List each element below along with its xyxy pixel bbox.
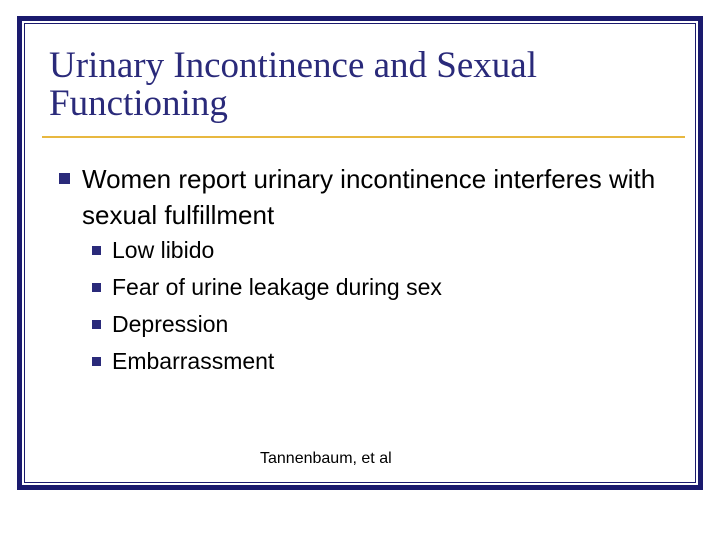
main-bullet-text: Women report urinary incontinence interferes with sexual fulfillment (82, 164, 656, 230)
slide-frame (17, 16, 703, 490)
sub-bullet-item (92, 233, 612, 270)
main-bullet-item (59, 161, 659, 233)
sub-bullet-item (92, 307, 612, 344)
square-bullet-icon (92, 357, 101, 366)
square-bullet-icon (92, 246, 101, 255)
sub-bullet-text: Depression (112, 311, 229, 337)
sub-bullet-text: Embarrassment (112, 348, 275, 374)
sub-bullet-list (92, 233, 612, 381)
square-bullet-icon (92, 283, 101, 292)
sub-bullet-text: Low libido (112, 237, 215, 263)
sub-bullet-item (92, 270, 612, 307)
title-divider (42, 136, 685, 138)
square-bullet-icon (59, 173, 70, 184)
sub-bullet-text: Fear of urine leakage during sex (112, 274, 442, 300)
sub-bullet-item (92, 344, 612, 381)
square-bullet-icon (92, 320, 101, 329)
citation-text: Tannenbaum, et al (260, 450, 392, 467)
slide-title: Urinary Incontinence and Sexual Functioning (49, 45, 538, 124)
